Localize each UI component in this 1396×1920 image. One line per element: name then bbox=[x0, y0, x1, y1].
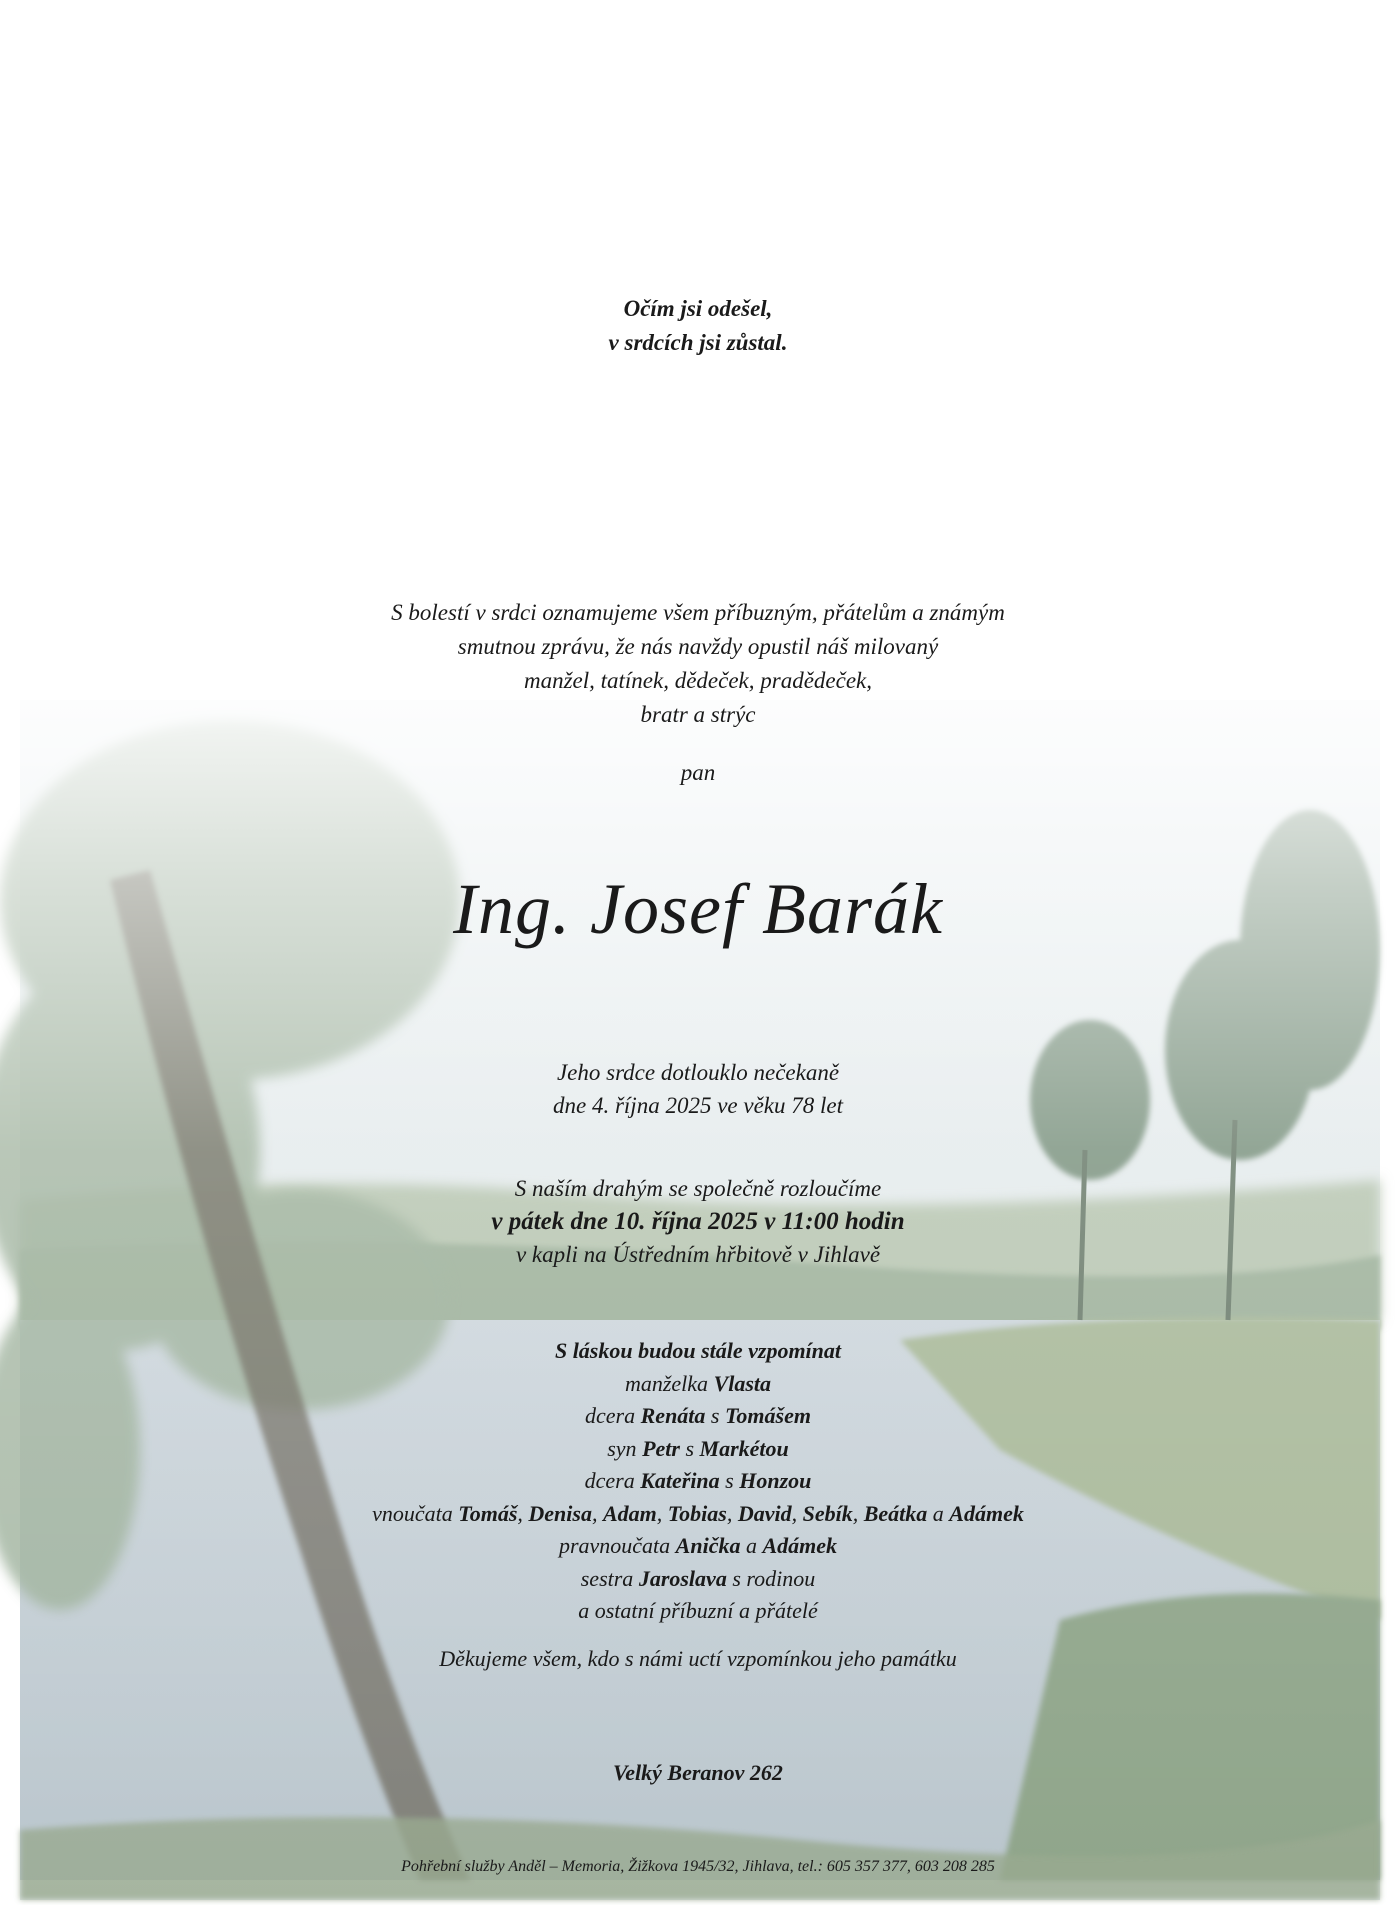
mourners-list bbox=[0, 1335, 1396, 1628]
mourner-great-grandchildren: pravnoučata Anička a Adámek bbox=[558, 1533, 838, 1558]
mourner-wife: manželka Vlasta bbox=[624, 1370, 772, 1396]
announcement-line-2: smutnou zprávu, že nás navždy opustil náš milovaný bbox=[457, 634, 939, 659]
death-line-1: Jeho srdce dotlouklo nečekaně bbox=[556, 1060, 840, 1085]
death-info bbox=[0, 1056, 1396, 1122]
mourner-grandchildren: vnoučata Tomáš, Denisa, Adam, Tobias, David, Sebík, Beátka a Adámek bbox=[372, 1500, 1024, 1526]
ceremony-info bbox=[0, 1172, 1396, 1271]
thanks-line: Děkujeme všem, kdo s námi uctí vzpomínkou jeho památku bbox=[439, 1646, 957, 1671]
title-pan: pan bbox=[680, 760, 716, 785]
ceremony-line-1: S naším drahým se společně rozloučíme bbox=[514, 1176, 882, 1201]
announcement-line-4: bratr a strýc bbox=[640, 702, 756, 727]
ceremony-place: v kapli na Ústředním hřbitově v Jihlavě bbox=[515, 1242, 881, 1267]
ceremony-date: v pátek dne 10. října 2025 v 11:00 hodin bbox=[491, 1208, 905, 1235]
mourner-daughter-1: dcera Renáta s Tomášem bbox=[585, 1403, 811, 1428]
mourner-daughter-2: dcera Kateřina s Honzou bbox=[584, 1468, 812, 1493]
motto bbox=[0, 292, 1396, 360]
mourners-heading: S láskou budou stále vzpomínat bbox=[554, 1338, 842, 1363]
family-address: Velký Beranov 262 bbox=[613, 1760, 783, 1785]
mourner-son: syn Petr s Markétou bbox=[607, 1435, 789, 1461]
motto-line-1: Očím jsi odešel, bbox=[623, 296, 773, 321]
death-line-2: dne 4. října 2025 ve věku 78 let bbox=[553, 1093, 843, 1118]
deceased-name: Ing. Josef Barák bbox=[453, 869, 943, 949]
funeral-service-footer: Pohřební služby Anděl – Memoria, Žižkova 1945/32, Jihlava, tel.: 605 357 377, 603 208 285 bbox=[401, 1858, 995, 1875]
announcement-line-1: S bolestí v srdci oznamujeme všem příbuzným, přátelům a známým bbox=[391, 600, 1005, 625]
announcement-line-3: manžel, tatínek, dědeček, pradědeček, bbox=[523, 668, 873, 693]
announcement-text bbox=[0, 596, 1396, 732]
mourner-sister: sestra Jaroslava s rodinou bbox=[580, 1565, 816, 1591]
mourner-others: a ostatní příbuzní a přátelé bbox=[578, 1598, 818, 1623]
motto-line-2: v srdcích jsi zůstal. bbox=[608, 330, 788, 355]
